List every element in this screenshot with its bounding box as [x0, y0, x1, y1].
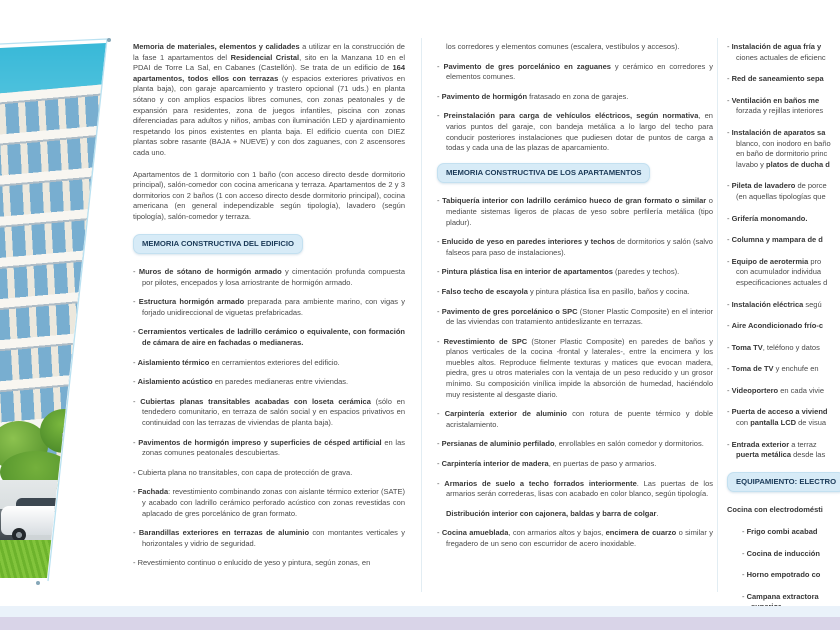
- spec-item: - Cocina amueblada, con armarios altos y bajos, encimera de cuarzo o similar y fregadero de un seno con escurridor de acero inoxidable.: [437, 528, 713, 548]
- spec-item: - Puerta de acceso a viviend con pantalla LCD de visua: [727, 407, 828, 428]
- paragraph: Distribución interior con cajonera, baldas y barra de colgar.: [446, 508, 659, 518]
- spec-item: - Pavimento de gres porcelánico en zaguanes y cerámico en corredores y elementos comunes.: [437, 61, 713, 82]
- spec-item: - Entrada exterior a terraz puerta metálica desde las: [727, 439, 826, 460]
- spec-item: - Instalación de agua fría y ciones actuales de eficienc: [727, 42, 826, 62]
- column-divider: [421, 38, 422, 592]
- spec-item: - Aislamiento térmico en cerramientos exteriores del edificio.: [133, 357, 340, 367]
- spec-item: - Red de saneamiento sepa: [727, 74, 824, 84]
- spec-item: - Pavimento de gres porcelánico o SPC (Stoner Plastic Composite) en el interior de las viviendas con tratamiento antideslizante en terrazas.: [437, 306, 713, 327]
- spec-item: - Grifería monomando.: [727, 213, 808, 223]
- tree: [40, 409, 88, 453]
- apartment-building: [0, 82, 148, 464]
- spec-item: - Revestimiento de SPC (Stoner Plastic Composite) en paredes de baños y planos verticales de la cocina -frontal y laterales-, entre la encimera y los muebles altos. Reproduce fielmente texturas y matices que evocan madera, piedra, gres u otros materiales con la ventaja de un peso reducido y un grosor mínimo. Su composición vinílica impide la absorción de humedad, haciéndolo muy resistente al desgaste diario.: [437, 336, 713, 399]
- spec-item: - Enlucido de yeso en paredes interiores y techos de dormitorios y salón (salvo falseos para paso de instalaciones).: [437, 237, 713, 257]
- building-photo: [0, 35, 118, 595]
- street-lamp: [62, 433, 64, 493]
- paragraph: Apartamentos de 1 dormitorio con 1 baño (con acceso directo desde dormitorio principal), salón-comedor con cocina americana y terraza. Apartamentos de 2 y 3 dormitorios con 2 baños (1 con acceso directo desde dormitorio principal), cocina americana (en general independizable según tipología), lavadero (según tipología), salón-comedor y terraza.: [133, 169, 405, 221]
- footer-bar-light: [0, 606, 840, 617]
- spec-item: - Pintura plástica lisa en interior de apartamentos (paredes y techos).: [437, 267, 680, 277]
- section-heading: EQUIPAMIENTO: ELECTRO: [727, 472, 840, 493]
- spec-item: - Pavimento de hormigón fratasado en zona de garajes.: [437, 91, 629, 101]
- column-1: [133, 42, 405, 578]
- spec-item: - Cocina de inducción: [742, 548, 820, 558]
- spec-item: - Preinstalación para carga de vehículos eléctricos, según normativa, en varios puntos del garaje, con bandeja metálica a lo largo del techo para conducir posteriores instalaciones que pudiesen dotar de puntos de carga a todas y cada una de las plazas de aparcamiento.: [437, 111, 713, 153]
- spec-item: - Aire Acondicionado frío-c: [727, 321, 823, 331]
- spec-item: - Cerramientos verticales de ladrillo cerámico o equivalente, con formación de cámara de aire en fachadas o medianeras.: [133, 327, 405, 348]
- spec-item: - Columna y mampara de d: [727, 235, 823, 245]
- spec-item: - Toma de TV y enchufe en: [727, 364, 819, 374]
- spec-item: - Persianas de aluminio perfilado, enrollables en salón comedor y dormitorios.: [437, 439, 704, 449]
- spec-item: - Tabiquería interior con ladrillo cerámico hueco de gran formato o similar o mediante sistemas ligeros de placas de yeso sobre perfilería metálica (tipo pladur).: [437, 196, 713, 227]
- paragraph: los corredores y elementos comunes (escalera, vestíbulos y accesos).: [446, 42, 680, 51]
- spec-item: Cocina con electrodomésti: [727, 505, 823, 515]
- spec-item: - Cubierta plana no transitables, con capa de protección de grava.: [133, 467, 353, 477]
- spec-item: - Instalación eléctrica segú: [727, 299, 822, 309]
- spec-item: - Campana extractora: [742, 591, 819, 601]
- spec-item: - Carpintería interior de madera, en puertas de paso y armarios.: [437, 459, 657, 469]
- column-divider: [717, 38, 718, 592]
- column-2: [437, 42, 713, 559]
- section-heading: MEMORIA CONSTRUCTIVA DEL EDIFICIO: [133, 234, 303, 255]
- spec-item: - Equipo de aerotermia pro con acumulador individua especificaciones actuales d: [727, 256, 828, 287]
- spec-item: - Ventilación en baños me forzada y rejillas interiores: [727, 95, 824, 116]
- spec-item: - Carpintería exterior de aluminio con rotura de puente térmico y doble acristalamiento.: [437, 409, 713, 429]
- spec-item: - Falso techo de escayola y pintura plástica lisa en pasillo, baños y cocina.: [437, 286, 690, 296]
- grass: [0, 540, 124, 580]
- spec-item: - Frigo combi acabad: [742, 527, 818, 537]
- footer-bar-lavender: [0, 617, 840, 630]
- spec-item: - Horno empotrado co: [742, 570, 821, 580]
- spec-item: - Muros de sótano de hormigón armado y cimentación profunda compuesta por pilotes, encepados y losa arriostrante de hormigón armado.: [133, 267, 405, 287]
- spec-item: - Fachada: revestimiento combinando zonas con aislante térmico exterior (SATE) y acabado con ladrillo cerámico perforado acústico con zonas revestidas con aplacado de gres porcelánico de gran formato.: [133, 487, 405, 518]
- spec-item: - Pavimentos de hormigón impreso y superficies de césped artificial en las zonas comunes peatonales descubiertas.: [133, 437, 405, 458]
- column-3: [727, 42, 840, 624]
- spec-item: - Instalación de aparatos sa blanco, con inodoro en baño en baño de dormitorio princ lavabo y platos de ducha d: [727, 127, 831, 169]
- section-heading: MEMORIA CONSTRUCTIVA DE LOS APARTAMENTOS: [437, 163, 650, 184]
- photo-clip: [0, 35, 118, 595]
- spec-item: - Cubiertas planas transitables acabadas con loseta cerámica (sólo en tendedero comunitario, en terraza de salón social y en espacios privativos en continuidad con las terrazas de viviendas de planta baja).: [133, 396, 405, 428]
- spec-item: - Estructura hormigón armado preparada para ambiente marino, con vigas y forjado unidireccional de viguetas prefabricadas.: [133, 297, 405, 317]
- spec-item: - Pileta de lavadero de porce (en aquellas tipologías que: [727, 181, 827, 201]
- spec-item: - Videoportero en cada vivie: [727, 385, 825, 395]
- spec-item: - Aislamiento acústico en paredes medianeras entre viviendas.: [133, 377, 349, 387]
- car-wheel: [67, 528, 81, 542]
- spec-item: - Toma TV, teléfono y datos: [727, 342, 820, 352]
- spec-item: - Armarios de suelo a techo forrados interiormente. Las puertas de los armarios serán correderas, lisas con acabado en color blanco, según tipología.: [437, 478, 713, 499]
- paragraph: Memoria de materiales, elementos y calidades a utilizar en la construcción de la fase 1 apartamentos del Residencial Cristal, sito en la Manzana 10 en el PDAI de Torre La Sal, en Cabanes (Castellón). Se trata de un edificio de 164 apartamentos, todos ellos con terrazas (y espacios exteriores privativos en planta baja), con garaje aparcamiento y trastero opcional (71 uds.) en planta sótano y con amplios espacios libres comunes, con zonas peatonales y de expansión para residentes, zona de juegos infantiles, piscina con zonas diferenciadas para adultos y niños, ambas con iluminación LED y ajardinamiento respetando los pinos existentes en planta baja. El edificio cuenta con DIEZ plantas sobre rasante (BAJA + NUEVE) y con dos zaguanes, con 2 ascensores cada uno.: [133, 42, 406, 157]
- spec-item: - Barandillas exteriores en terrazas de aluminio con montantes verticales y horizontales y vidrio de seguridad.: [133, 528, 405, 548]
- spec-item: - Revestimiento continuo o enlucido de yeso y pintura, según zonas, en: [133, 558, 371, 568]
